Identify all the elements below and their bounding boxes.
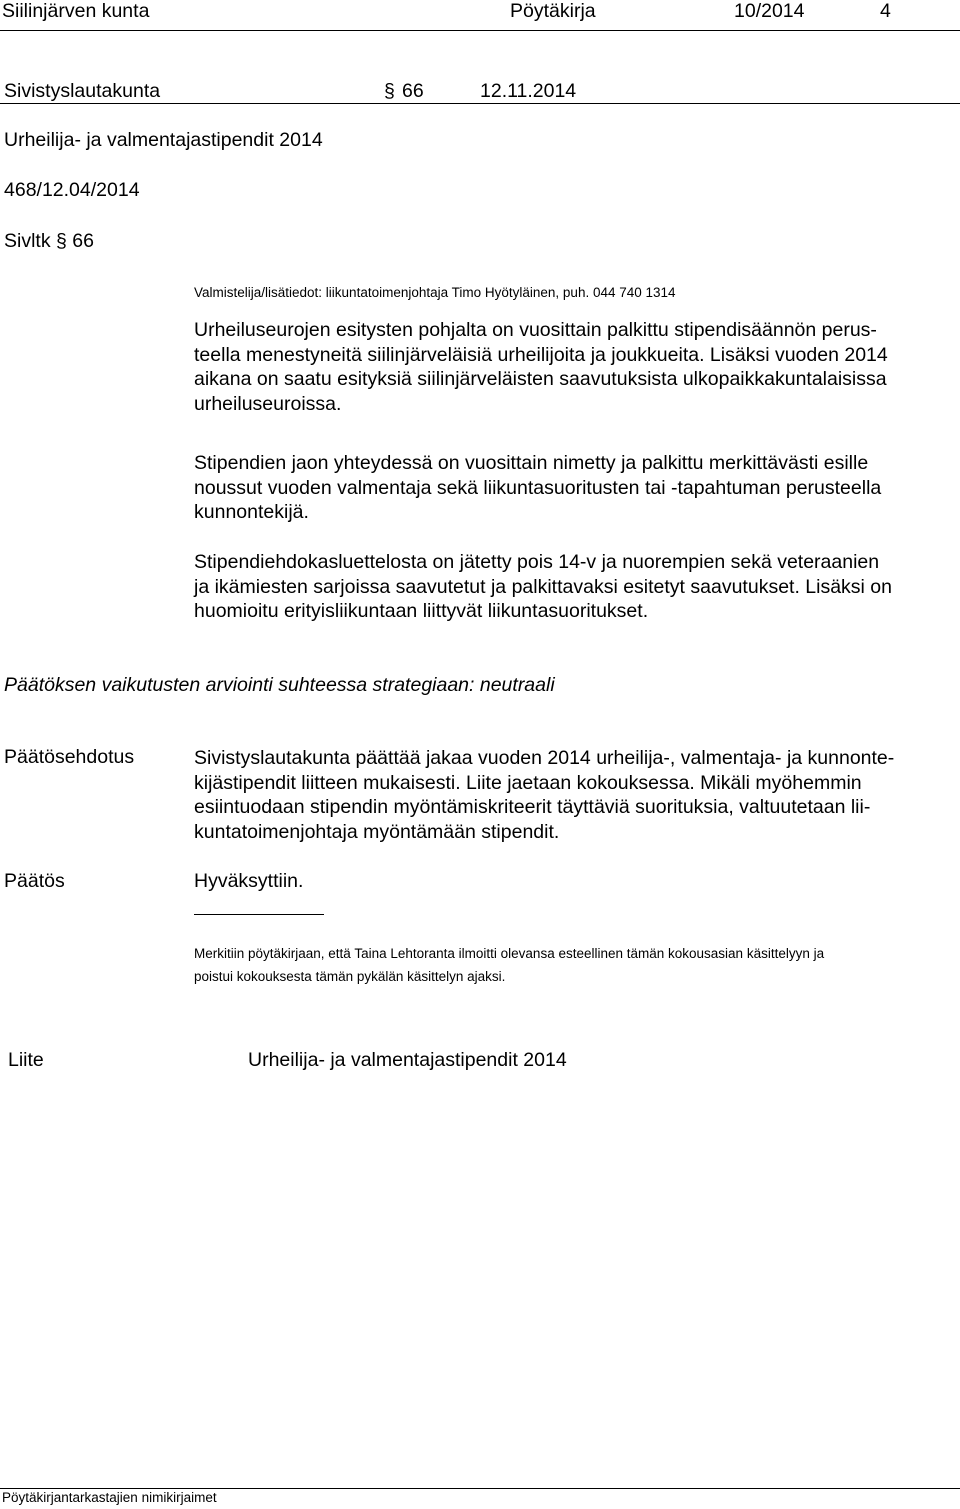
body-line: ja ikämiesten sarjoissa saavutetut ja palkittavaksi esitetyt saavutukset. Lisäksi on: [194, 575, 893, 598]
decision-text: Hyväksyttiin.: [194, 870, 304, 892]
body-line: teella menestyneitä siilinjärveläisiä urheilijoita ja joukkueita. Lisäksi vuoden 2014: [194, 343, 888, 366]
body-line: Stipendiehdokasluettelosta on jätetty pois 14-v ja nuorempien sekä veteraanien: [194, 551, 880, 573]
document-number: 10/2014: [734, 0, 805, 22]
note-line: poistui kokouksesta tämän pykälän käsittelyn ajaksi.: [194, 969, 506, 984]
section-number: 66: [402, 80, 424, 102]
proposal-line: kijästipendit liitteen mukaisesti. Liite jaetaan kokouksessa. Mikäli myöhemmin: [194, 771, 862, 794]
section-symbol: §: [56, 230, 67, 252]
proposal-line: kuntatoimenjohtaja myöntämään stipendit.: [194, 820, 560, 843]
item-reference: 468/12.04/2014: [4, 179, 140, 201]
decision-rule: [194, 914, 324, 915]
note-line: Merkitiin pöytäkirjaan, että Taina Lehtoranta ilmoitti olevansa esteellinen tämän kokousasian käsittelyyn ja: [194, 946, 825, 961]
body-line: kunnontekijä.: [194, 501, 309, 523]
body-line: aikana on saatu esityksiä siilinjärveläisten saavutuksista ulkopaikkakuntalaisissa: [194, 368, 887, 390]
minutes-note: [194, 942, 934, 988]
attachment-label: Liite: [8, 1049, 44, 1071]
municipality-name: Siilinjärven kunta: [2, 0, 150, 22]
signatures-label: Pöytäkirjantarkastajien nimikirjaimet: [2, 1490, 217, 1505]
impact-assessment: Päätöksen vaikutusten arviointi suhteessa strategiaan: neutraali: [4, 674, 555, 696]
body-paragraph-3: [194, 550, 954, 624]
board-section-number: 66: [72, 230, 94, 252]
preparer-info: Valmistelija/lisätiedot: liikuntatoimenjohtaja Timo Hyötyläinen, puh. 044 740 1314: [194, 285, 676, 300]
board-section-abbr: Sivltk: [4, 230, 51, 252]
board-name: Sivistyslautakunta: [4, 80, 161, 102]
meeting-divider: [0, 103, 960, 104]
proposal-line: esiintuodaan stipendin myöntämiskriteerit täyttäviä suorituksia, valtuutetaan lii-: [194, 796, 871, 818]
body-line: noussut vuoden valmentaja sekä liikuntasuoritusten tai -tapahtuman perusteella: [194, 476, 882, 499]
proposal-text: [194, 746, 954, 844]
header-divider: [0, 30, 960, 31]
decision-label: Päätös: [4, 870, 65, 892]
section-symbol: §: [384, 80, 395, 102]
meeting-date: 12.11.2014: [480, 80, 577, 102]
body-line: Stipendien jaon yhteydessä on vuosittain nimetty ja palkittu merkittävästi esille: [194, 452, 869, 474]
attachment-title: Urheilija- ja valmentajastipendit 2014: [248, 1049, 567, 1071]
body-paragraph-2: [194, 451, 954, 525]
document-type: Pöytäkirja: [510, 0, 596, 22]
body-line: huomioitu erityisliikuntaan liittyvät liikuntasuoritukset.: [194, 600, 649, 622]
body-line: urheiluseuroissa.: [194, 392, 342, 415]
body-paragraph-1: [194, 318, 954, 416]
proposal-line: Sivistyslautakunta päättää jakaa vuoden 2014 urheilija-, valmentaja- ja kunnonte-: [194, 747, 895, 769]
body-line: Urheiluseurojen esitysten pohjalta on vuosittain palkittu stipendisäännön perus-: [194, 319, 877, 341]
page-number: 4: [880, 0, 891, 22]
proposal-label: Päätösehdotus: [4, 746, 135, 768]
item-title: Urheilija- ja valmentajastipendit 2014: [4, 129, 323, 151]
board-section-ref: [4, 229, 94, 253]
